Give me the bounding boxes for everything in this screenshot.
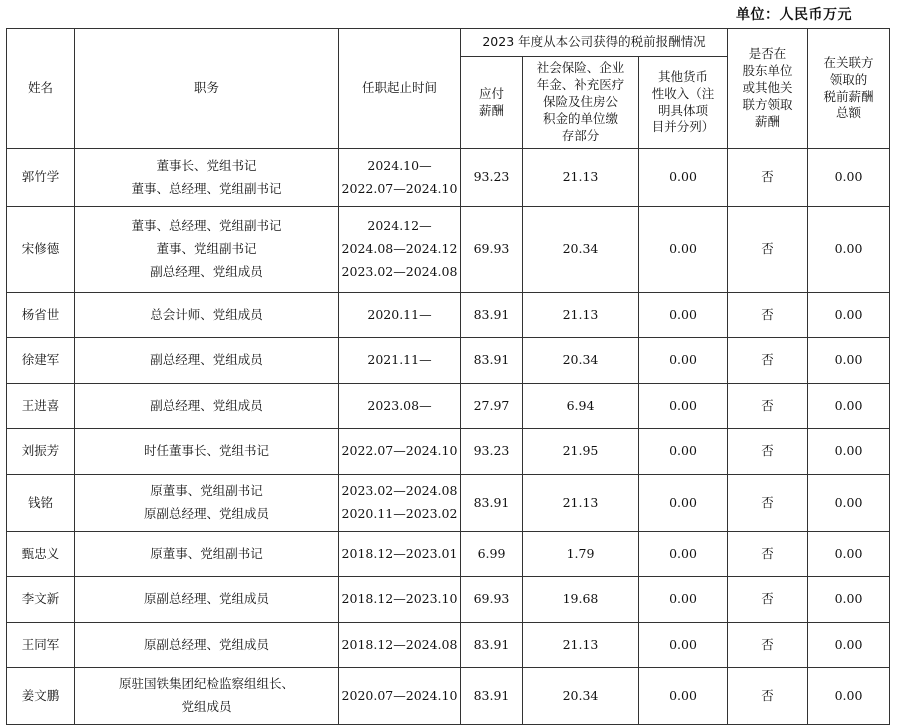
cell-payable: 83.91 xyxy=(461,623,523,668)
cell-social: 20.34 xyxy=(523,338,639,384)
cell-shareholder: 否 xyxy=(728,338,808,384)
cell-position-line: 总会计师、党组成员 xyxy=(150,306,263,322)
table-body xyxy=(7,149,890,725)
cell-term-line: 2020.11—2023.02 xyxy=(341,506,458,521)
cell-social: 21.13 xyxy=(523,475,639,532)
cell-other: 0.00 xyxy=(639,429,728,475)
cell-term-line: 2023.02—2024.08 xyxy=(341,483,458,499)
cell-term-line: 2018.12—2024.08 xyxy=(341,636,458,652)
table-row xyxy=(7,475,890,532)
cell-term-line: 2022.07—2024.10 xyxy=(341,443,458,459)
cell-term-line: 2020.07—2024.10 xyxy=(341,687,458,703)
header-group: 2023 年度从本公司获得的税前报酬情况 xyxy=(461,29,728,57)
cell-other: 0.00 xyxy=(639,149,728,207)
cell-position xyxy=(75,149,339,207)
cell-position-line: 董事长、党组书记 xyxy=(156,157,257,173)
cell-related: 0.00 xyxy=(808,293,890,338)
cell-term-line: 2018.12—2023.10 xyxy=(341,591,458,607)
cell-payable: 27.97 xyxy=(461,384,523,429)
cell-term xyxy=(339,149,461,207)
cell-term-line: 2024.08—2024.12 xyxy=(341,241,458,257)
cell-social: 1.79 xyxy=(523,532,639,577)
cell-related: 0.00 xyxy=(808,532,890,577)
table-row xyxy=(7,338,890,384)
header-other: 其他货币 性收入（注 明具体项 目并分列） xyxy=(639,57,728,149)
cell-related: 0.00 xyxy=(808,668,890,725)
cell-shareholder: 否 xyxy=(728,149,808,207)
cell-position xyxy=(75,338,339,384)
cell-payable: 93.23 xyxy=(461,429,523,475)
cell-term-line: 2023.08— xyxy=(367,397,432,413)
cell-name: 徐建军 xyxy=(7,338,75,384)
table-row xyxy=(7,207,890,293)
cell-term-line: 2020.11— xyxy=(367,306,432,322)
cell-name: 刘振芳 xyxy=(7,429,75,475)
cell-term-line: 2024.12— xyxy=(367,218,432,234)
cell-related: 0.00 xyxy=(808,429,890,475)
cell-other: 0.00 xyxy=(639,532,728,577)
cell-position-line: 董事、总经理、党组副书记 xyxy=(131,218,282,234)
cell-shareholder: 否 xyxy=(728,475,808,532)
header-social: 社会保险、企业 年金、补充医疗 保险及住房公 积金的单位缴 存部分 xyxy=(523,57,639,149)
table-row xyxy=(7,532,890,577)
header-payable: 应付 薪酬 xyxy=(461,57,523,149)
table-row xyxy=(7,293,890,338)
cell-shareholder: 否 xyxy=(728,384,808,429)
cell-other: 0.00 xyxy=(639,577,728,623)
cell-other: 0.00 xyxy=(639,338,728,384)
cell-shareholder: 否 xyxy=(728,532,808,577)
cell-other: 0.00 xyxy=(639,293,728,338)
cell-related: 0.00 xyxy=(808,475,890,532)
table-row xyxy=(7,429,890,475)
cell-position xyxy=(75,207,339,293)
cell-term-line: 2024.10— xyxy=(367,157,432,173)
cell-position xyxy=(75,577,339,623)
cell-shareholder: 否 xyxy=(728,207,808,293)
cell-position-line: 副总经理、党组成员 xyxy=(150,263,263,279)
cell-payable: 69.93 xyxy=(461,207,523,293)
cell-position xyxy=(75,532,339,577)
cell-position-line: 副总经理、党组成员 xyxy=(150,397,263,413)
cell-position xyxy=(75,293,339,338)
unit-label: 单位：人民币万元 xyxy=(736,7,852,23)
cell-name: 姜文鹏 xyxy=(7,668,75,725)
cell-payable: 83.91 xyxy=(461,338,523,384)
cell-other: 0.00 xyxy=(639,384,728,429)
cell-social: 21.13 xyxy=(523,293,639,338)
cell-shareholder: 否 xyxy=(728,577,808,623)
cell-position xyxy=(75,623,339,668)
cell-position-line: 副总经理、党组成员 xyxy=(150,352,263,368)
cell-term xyxy=(339,384,461,429)
cell-term-line: 2022.07—2024.10 xyxy=(341,180,458,196)
cell-other: 0.00 xyxy=(639,207,728,293)
header-related-total: 在关联方 领取的 税前薪酬 总额 xyxy=(808,29,890,149)
cell-payable: 83.91 xyxy=(461,293,523,338)
table-row xyxy=(7,623,890,668)
cell-term xyxy=(339,668,461,725)
table-row xyxy=(7,668,890,725)
cell-payable: 83.91 xyxy=(461,475,523,532)
cell-social: 21.13 xyxy=(523,623,639,668)
header-shareholder: 是否在 股东单位 或其他关 联方领取 薪酬 xyxy=(728,29,808,149)
cell-social: 20.34 xyxy=(523,668,639,725)
cell-term xyxy=(339,338,461,384)
cell-position xyxy=(75,475,339,532)
cell-shareholder: 否 xyxy=(728,623,808,668)
cell-name: 李文新 xyxy=(7,577,75,623)
salary-table xyxy=(6,28,890,725)
cell-term xyxy=(339,207,461,293)
cell-name: 郭竹学 xyxy=(7,149,75,207)
header-term: 任职起止时间 xyxy=(339,29,461,149)
cell-name: 宋修德 xyxy=(7,207,75,293)
cell-term-line: 2018.12—2023.01 xyxy=(341,545,458,561)
cell-related: 0.00 xyxy=(808,207,890,293)
cell-position xyxy=(75,384,339,429)
cell-position-line: 时任董事长、党组书记 xyxy=(143,443,269,459)
cell-payable: 93.23 xyxy=(461,149,523,207)
cell-related: 0.00 xyxy=(808,623,890,668)
cell-name: 杨省世 xyxy=(7,293,75,338)
cell-related: 0.00 xyxy=(808,384,890,429)
cell-social: 21.13 xyxy=(523,149,639,207)
cell-term xyxy=(339,577,461,623)
table-row xyxy=(7,384,890,429)
cell-term xyxy=(339,623,461,668)
cell-other: 0.00 xyxy=(639,475,728,532)
cell-position-line: 党组成员 xyxy=(181,699,232,714)
cell-shareholder: 否 xyxy=(728,668,808,725)
cell-position-line: 原董事、党组副书记 xyxy=(150,545,263,561)
table-row xyxy=(7,577,890,623)
cell-name: 王同军 xyxy=(7,623,75,668)
cell-position-line: 董事、总经理、党组副书记 xyxy=(131,180,282,196)
cell-term xyxy=(339,532,461,577)
cell-other: 0.00 xyxy=(639,623,728,668)
cell-name: 钱铭 xyxy=(7,475,75,532)
table-row xyxy=(7,149,890,207)
cell-term xyxy=(339,475,461,532)
cell-payable: 69.93 xyxy=(461,577,523,623)
cell-position xyxy=(75,668,339,725)
cell-related: 0.00 xyxy=(808,338,890,384)
cell-social: 19.68 xyxy=(523,577,639,623)
cell-other: 0.00 xyxy=(639,668,728,725)
cell-payable: 83.91 xyxy=(461,668,523,725)
cell-position-line: 原驻国铁集团纪检监察组组长、 xyxy=(118,676,294,692)
header-name: 姓名 xyxy=(7,29,75,149)
cell-name: 王进喜 xyxy=(7,384,75,429)
header-position: 职务 xyxy=(75,29,339,149)
cell-social: 21.95 xyxy=(523,429,639,475)
cell-position xyxy=(75,429,339,475)
cell-social: 20.34 xyxy=(523,207,639,293)
cell-term xyxy=(339,293,461,338)
cell-position-line: 董事、党组副书记 xyxy=(156,241,257,257)
cell-term xyxy=(339,429,461,475)
cell-related: 0.00 xyxy=(808,149,890,207)
cell-related: 0.00 xyxy=(808,577,890,623)
cell-social: 6.94 xyxy=(523,384,639,429)
cell-term-line: 2021.11— xyxy=(367,352,432,368)
cell-position-line: 原副总经理、党组成员 xyxy=(143,506,269,521)
cell-name: 甄忠义 xyxy=(7,532,75,577)
cell-shareholder: 否 xyxy=(728,293,808,338)
cell-position-line: 原副总经理、党组成员 xyxy=(143,591,269,607)
cell-payable: 6.99 xyxy=(461,532,523,577)
cell-term-line: 2023.02—2024.08 xyxy=(341,263,458,279)
cell-shareholder: 否 xyxy=(728,429,808,475)
cell-position-line: 原副总经理、党组成员 xyxy=(143,636,269,652)
cell-position-line: 原董事、党组副书记 xyxy=(150,483,263,499)
